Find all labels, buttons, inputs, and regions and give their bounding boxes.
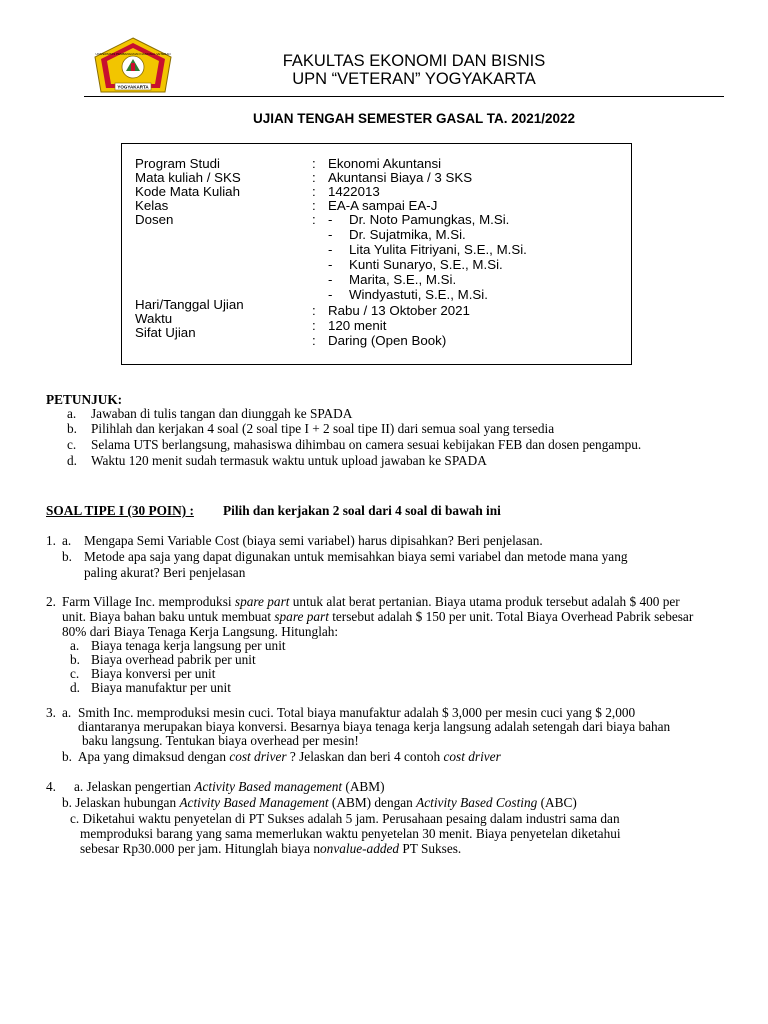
- question-marker: b.: [62, 549, 72, 564]
- q4-term: Activity Based Costing: [416, 795, 538, 810]
- q4-term: Activity Based Management: [179, 795, 329, 810]
- q2-text: Farm Village Inc. memproduksi: [62, 594, 235, 609]
- info-sep: :: [312, 170, 316, 185]
- instruction-text: Pilihlah dan kerjakan 4 soal (2 soal tipe I + 2 soal tipe II) dari semua soal yang tersedia: [91, 421, 555, 436]
- info-label-duration: Waktu: [135, 311, 173, 326]
- q2-text: untuk alat berat pertanian. Biaya utama produk tersebut adalah $ 400 per: [289, 594, 680, 609]
- lecturer-dash: -: [328, 212, 333, 227]
- question-marker: b.: [62, 749, 72, 764]
- info-label-date: Hari/Tanggal Ujian: [135, 297, 244, 312]
- info-value-code: 1422013: [328, 184, 380, 199]
- info-label-lecturer: Dosen: [135, 212, 174, 227]
- question-number: 4.: [46, 779, 56, 794]
- q1-b-text: Metode apa saja yang dapat digunakan untuk memisahkan biaya semi variabel dan metode mana yang: [84, 549, 628, 564]
- q2-marker: b.: [70, 652, 80, 667]
- info-sep: :: [312, 318, 316, 333]
- q4-c-line-3: [80, 841, 461, 857]
- instruction-marker: d.: [67, 453, 77, 468]
- instruction-text: Selama UTS berlangsung, mahasiswa dihimbau on camera sesuai kebijakan FEB dan dosen pengampu.: [91, 437, 642, 452]
- q2-marker: c.: [70, 666, 80, 681]
- logo-ring-text: UNIVERSITAS PEMBANGUNAN NASIONAL VETERAN: [95, 52, 171, 56]
- q4-text: (ABC): [537, 795, 577, 810]
- q2-item: Biaya overhead pabrik per unit: [91, 652, 256, 667]
- q2-marker: d.: [70, 680, 80, 695]
- q4-text: b. Jelaskan hubungan: [62, 795, 180, 810]
- q1-b-text-cont: paling akurat? Beri penjelasan: [84, 565, 246, 580]
- lecturer-name: Kunti Sunaryo, S.E., M.Si.: [349, 257, 503, 272]
- lecturer-dash: -: [328, 287, 333, 302]
- info-sep: :: [312, 212, 316, 227]
- info-label-class: Kelas: [135, 198, 169, 213]
- info-value-class: EA-A sampai EA-J: [328, 198, 438, 213]
- q4-text: sebesar Rp30.000 per jam. Hitunglah biaya n: [80, 841, 321, 856]
- q2-term: spare part: [234, 594, 290, 609]
- q2-line-1: [62, 594, 680, 610]
- q2-text: tersebut adalah $ 150 per unit. Total Biaya Overhead Pabrik sebesar: [328, 609, 694, 624]
- q2-term: spare part: [274, 609, 329, 624]
- q3-term: cost driver: [443, 749, 501, 764]
- question-marker: a.: [62, 533, 72, 548]
- q3-a-line-3: baku langsung. Tentukan biaya overhead per mesin!: [82, 733, 359, 748]
- info-value-nature: Daring (Open Book): [328, 333, 447, 348]
- q4-term: Activity Based management: [194, 779, 343, 794]
- info-sep: :: [312, 198, 316, 213]
- q3-b-line: [62, 749, 501, 765]
- q4-text: a. Jelaskan pengertian: [74, 779, 195, 794]
- info-label-course: Mata kuliah / SKS: [135, 170, 241, 185]
- info-value-duration: 120 menit: [328, 318, 387, 333]
- info-value-course: Akuntansi Biaya / 3 SKS: [328, 170, 473, 185]
- q2-item: Biaya konversi per unit: [91, 666, 216, 681]
- section-title: SOAL TIPE I (30 POIN) :: [46, 503, 194, 518]
- q4-c-line-1: c. Diketahui waktu penyetelan di PT Sukses adalah 5 jam. Perusahaan pesaing dalam industri sama dan: [70, 811, 620, 826]
- question-number: 3.: [46, 705, 56, 720]
- lecturer-name: Windyastuti, S.E., M.Si.: [349, 287, 488, 302]
- info-sep: :: [312, 184, 316, 199]
- info-sep: :: [312, 156, 316, 171]
- q1-a-text: Mengapa Semi Variable Cost (biaya semi variabel) harus dipisahkan? Beri penjelasan.: [84, 533, 543, 548]
- exam-title: UJIAN TENGAH SEMESTER GASAL TA. 2021/2022: [252, 111, 576, 126]
- faculty-name: FAKULTAS EKONOMI DAN BISNIS: [282, 52, 546, 70]
- header-divider: [84, 96, 724, 97]
- instructions-title: PETUNJUK:: [46, 392, 123, 407]
- q3-text: ? Jelaskan dan beri 4 contoh: [286, 749, 444, 764]
- q2-item: Biaya manufaktur per unit: [91, 680, 231, 695]
- info-label-nature: Sifat Ujian: [135, 325, 196, 340]
- q3-a-line-2: diantaranya merupakan biaya konversi. Besarnya biaya tenaga kerja langsung adalah setengah dari biaya bahan: [78, 719, 671, 734]
- instruction-text: Waktu 120 menit sudah termasuk waktu untuk upload jawaban ke SPADA: [91, 453, 487, 468]
- q4-a-line: [74, 779, 385, 795]
- lecturer-dash: -: [328, 227, 333, 242]
- lecturer-dash: -: [328, 257, 333, 272]
- lecturer-name: Lita Yulita Fitriyani, S.E., M.Si.: [349, 242, 527, 257]
- q2-marker: a.: [70, 638, 80, 653]
- info-label-code: Kode Mata Kuliah: [135, 184, 240, 199]
- q2-line-3: 80% dari Biaya Tenaga Kerja Langsung. Hitunglah:: [62, 624, 339, 639]
- section-subtitle: Pilih dan kerjakan 2 soal dari 4 soal di bawah ini: [223, 503, 501, 518]
- q3-term: cost driver: [229, 749, 287, 764]
- q3-a-line-1: Smith Inc. memproduksi mesin cuci. Total biaya manufaktur adalah $ 3,000 per mesin cuci yang $ 2,000: [78, 705, 636, 720]
- q3-text: Apa yang dimaksud dengan: [77, 749, 230, 764]
- q4-c-line-2: memproduksi barang yang sama memerlukan waktu penyetelan 30 menit. Biaya penyetelan diketahui: [80, 826, 621, 841]
- question-number: 1.: [46, 533, 56, 548]
- lecturer-dash: -: [328, 272, 333, 287]
- question-marker: a.: [62, 705, 72, 720]
- q4-text: (ABM) dengan: [328, 795, 417, 810]
- info-sep: :: [312, 303, 316, 318]
- q2-line-2: [62, 609, 693, 625]
- info-value-program: Ekonomi Akuntansi: [328, 156, 442, 171]
- q2-text: unit. Biaya bahan baku untuk membuat: [62, 609, 275, 624]
- lecturer-name: Dr. Sujatmika, M.Si.: [349, 227, 466, 242]
- q4-text: (ABM): [342, 779, 385, 794]
- q4-text: PT Sukses.: [399, 841, 462, 856]
- instruction-marker: a.: [67, 406, 77, 421]
- instruction-marker: b.: [67, 421, 77, 436]
- instruction-marker: c.: [67, 437, 77, 452]
- info-label-program: Program Studi: [135, 156, 220, 171]
- lecturer-name: Dr. Noto Pamungkas, M.Si.: [349, 212, 510, 227]
- q2-item: Biaya tenaga kerja langsung per unit: [91, 638, 286, 653]
- q4-term: onvalue-added: [320, 841, 400, 856]
- university-name: UPN “VETERAN” YOGYAKARTA: [292, 70, 536, 88]
- instruction-text: Jawaban di tulis tangan dan diunggah ke SPADA: [91, 406, 353, 421]
- q4-b-line: [62, 795, 577, 811]
- lecturer-dash: -: [328, 242, 333, 257]
- question-number: 2.: [46, 594, 56, 609]
- info-sep: :: [312, 333, 316, 348]
- lecturer-name: Marita, S.E., M.Si.: [349, 272, 457, 287]
- info-value-date: Rabu / 13 Oktober 2021: [328, 303, 470, 318]
- logo-ribbon-text: YOGYAKARTA: [117, 84, 149, 90]
